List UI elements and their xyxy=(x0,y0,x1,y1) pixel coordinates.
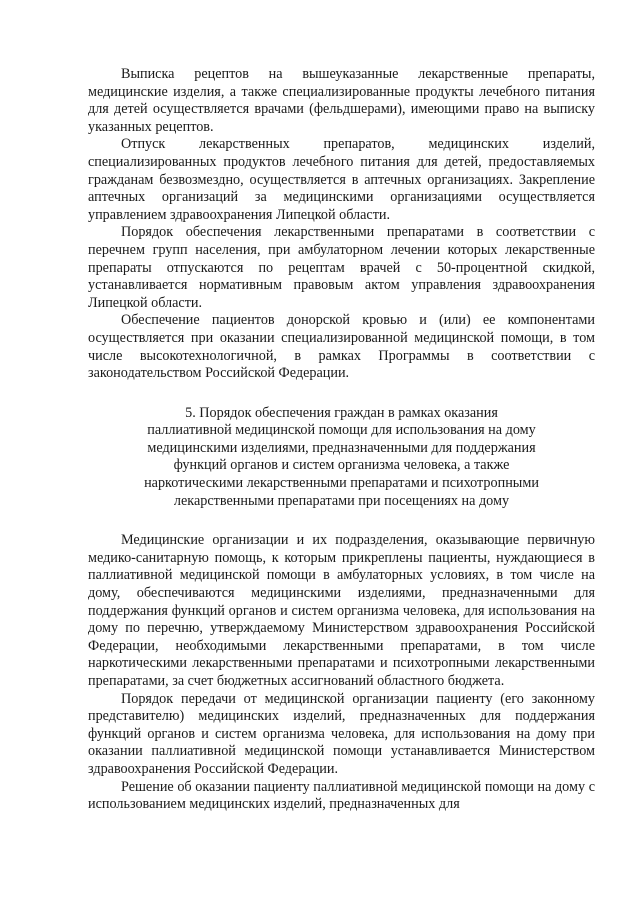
section-heading-line: функций органов и систем организма человека, а также xyxy=(173,457,510,474)
section-heading-line: 5. Порядок обеспечения граждан в рамках оказания xyxy=(185,404,498,421)
section-heading-line: паллиативной медицинской помощи для использования на дому xyxy=(147,422,536,439)
section-heading-line: наркотическими лекарственными препаратами и психотропными xyxy=(144,475,539,492)
section-heading-line: лекарственными препаратами при посещениях на дому xyxy=(173,492,510,509)
document-body xyxy=(88,66,595,814)
paragraph-decision: Решение об оказании пациенту паллиативной медицинской помощи на дому с использованием медицинских изделий, предназначенных для xyxy=(88,778,595,813)
section-heading xyxy=(88,405,595,511)
paragraph-prescriptions: Выписка рецептов на вышеуказанные лекарственные препараты, медицинские изделия, а также специализированные продукты лечебного питания для детей осуществляется врачами (фельдшерами), имеющими право на выписку указанных рецептов. xyxy=(88,66,595,135)
paragraph-transfer-order: Порядок передачи от медицинской организации пациенту (его законному представителю) медицинских изделий, предназначенных для поддержания функций органов и систем организма человека, для использования на дому при оказании паллиативной медицинской помощи устанавливается Министерством здравоохранения Российской Федерации. xyxy=(88,690,595,777)
paragraph-dispensing: Отпуск лекарственных препаратов, медицинских изделий, специализированных продуктов лечебного питания для детей, предоставляемых гражданам безвозмездно, осуществляется в аптечных организациях. Закрепление аптечных организаций за медицинскими организациями осуществляется управлением здравоохранения Липецкой области. xyxy=(88,136,595,223)
paragraph-palliative-supply: Медицинские организации и их подразделения, оказывающие первичную медико-санитарную помощь, к которым прикреплены пациенты, нуждающиеся в паллиативной медицинской помощи в амбулаторных условиях, в том числе на дому, обеспечиваются медицинскими изделиями, предназначенными для поддержания функций органов и систем организма человека, для использования на дому по перечню, утверждаемому Министерством здравоохранения Российской Федерации, необходимыми лекарственными препаратами, в том числе наркотическими лекарственными препаратами и психотропными лекарственными препаратами, за счет бюджетных ассигнований областного бюджета. xyxy=(88,532,595,689)
paragraph-discount-order: Порядок обеспечения лекарственными препаратами в соответствии с перечнем групп населения, при амбулаторном лечении которых лекарственные препараты отпускаются по рецептам врачей с 50-процентной скидкой, устанавливается нормативным правовым актом управления здравоохранения Липецкой области. xyxy=(88,224,595,311)
paragraph-donor-blood: Обеспечение пациентов донорской кровью и (или) ее компонентами осуществляется при оказании специализированной медицинской помощи, в том числе высокотехнологичной, в рамках Программы в соответствии с законодательством Российской Федерации. xyxy=(88,312,595,382)
section-heading-line: медицинскими изделиями, предназначенными для поддержания xyxy=(147,439,536,456)
